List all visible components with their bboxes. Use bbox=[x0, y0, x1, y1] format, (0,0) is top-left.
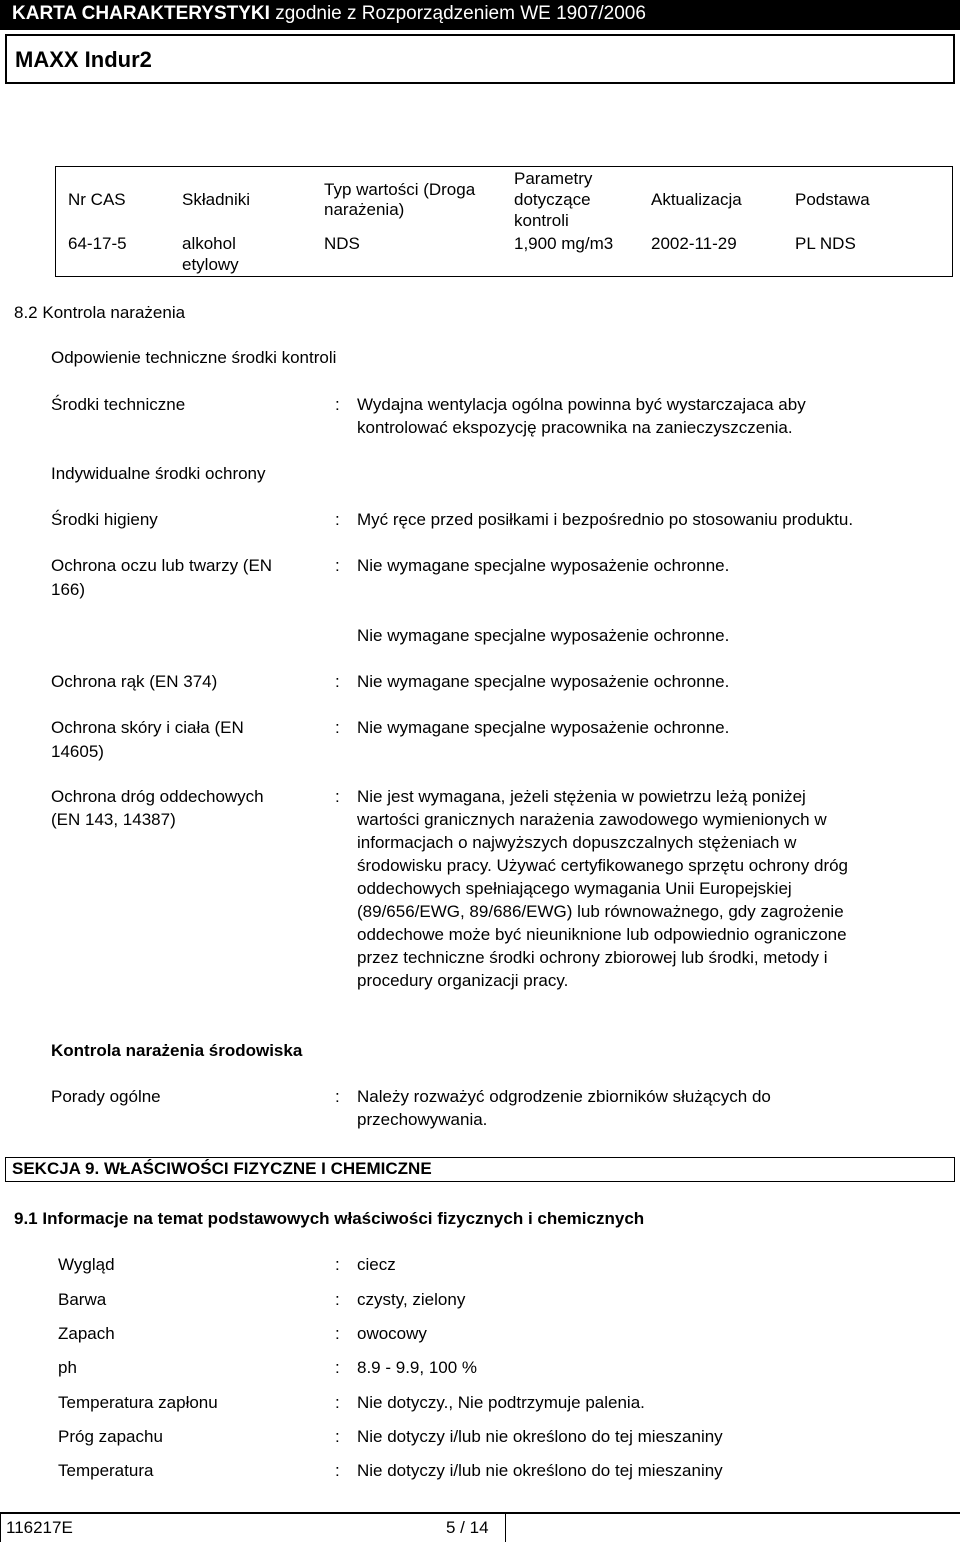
footer-divider bbox=[505, 1512, 506, 1542]
property-value: czysty, zielony bbox=[357, 1290, 466, 1309]
footer-left-border bbox=[0, 1512, 1, 1542]
product-name-box bbox=[5, 34, 955, 84]
env-value-line1: Należy rozważyć odgrodzenie zbiorników służących do bbox=[357, 1087, 771, 1106]
section-9-1-heading: 9.1 Informacje na temat podstawowych właściwości fizycznych i chemicznych bbox=[14, 1209, 645, 1228]
resp-label-line2: (EN 143, 14387) bbox=[51, 810, 176, 829]
skin-value: Nie wymagane specjalne wyposażenie ochronne. bbox=[357, 718, 730, 737]
skin-colon: : bbox=[335, 718, 340, 737]
footer-rule bbox=[0, 1512, 960, 1514]
property-label: Temperatura zapłonu bbox=[58, 1393, 218, 1412]
hygiene-label: Środki higieny bbox=[51, 510, 158, 529]
col-header-params-line1: Parametry bbox=[514, 169, 593, 188]
property-colon: : bbox=[335, 1461, 340, 1480]
resp-value-line: oddechowe może być nieuniknione lub odpowiednio ograniczone bbox=[357, 925, 847, 944]
col-header-type-line2: narażenia) bbox=[324, 200, 405, 219]
hygiene-colon: : bbox=[335, 510, 340, 529]
hand-value: Nie wymagane specjalne wyposażenie ochronne. bbox=[357, 672, 730, 691]
eye-label-line1: Ochrona oczu lub twarzy (EN bbox=[51, 556, 273, 575]
resp-value-line: środowisku pracy. Używać certyfikowanego sprzętu ochrony dróg bbox=[357, 856, 849, 875]
env-value-line2: przechowywania. bbox=[357, 1110, 488, 1129]
property-value: ciecz bbox=[357, 1255, 396, 1274]
env-controls-heading: Kontrola narażenia środowiska bbox=[51, 1041, 303, 1060]
section-9-title: SEKCJA 9. WŁAŚCIWOŚCI FIZYCZNE I CHEMICZNE bbox=[12, 1159, 432, 1178]
tech-controls-heading: Odpowienie techniczne środki kontroli bbox=[51, 348, 337, 367]
product-name: MAXX Indur2 bbox=[15, 47, 152, 72]
property-label: Wygląd bbox=[58, 1255, 115, 1274]
property-label: Temperatura bbox=[58, 1461, 154, 1480]
property-label: Zapach bbox=[58, 1324, 115, 1343]
skin-label-line2: 14605) bbox=[51, 742, 104, 761]
row-update: 2002-11-29 bbox=[651, 234, 737, 253]
tech-label: Środki techniczne bbox=[51, 395, 186, 414]
row-cas: 64-17-5 bbox=[68, 234, 127, 253]
property-label: Próg zapachu bbox=[58, 1427, 163, 1446]
row-type: NDS bbox=[324, 234, 360, 253]
footer-doc-id: 116217E bbox=[6, 1518, 73, 1537]
eye-label-line2: 166) bbox=[51, 580, 86, 599]
hand-label: Ochrona rąk (EN 374) bbox=[51, 672, 218, 691]
document-title bbox=[12, 3, 646, 25]
property-colon: : bbox=[335, 1427, 340, 1446]
eye-colon: : bbox=[335, 556, 340, 575]
hygiene-value: Myć ręce przed posiłkami i bezpośrednio po stosowaniu produktu. bbox=[357, 510, 854, 529]
env-colon: : bbox=[335, 1087, 340, 1106]
property-colon: : bbox=[335, 1290, 340, 1309]
resp-value-line: procedury organizacji pracy. bbox=[357, 971, 569, 990]
footer-page-number: 5 / 14 bbox=[446, 1518, 489, 1537]
col-header-component: Składniki bbox=[182, 190, 251, 209]
tech-colon: : bbox=[335, 395, 340, 414]
resp-colon: : bbox=[335, 787, 340, 806]
hand-colon: : bbox=[335, 672, 340, 691]
tech-value-line2: kontrolować ekspozycję pracownika na zanieczyszczenia. bbox=[357, 418, 793, 437]
tech-value-line1: Wydajna wentylacja ogólna powinna być wystarczajaca aby bbox=[357, 395, 806, 414]
eye-value-extra: Nie wymagane specjalne wyposażenie ochronne. bbox=[357, 626, 730, 645]
resp-value-line: (89/656/EWG, 89/686/EWG) lub równoważnego, gdy zagrożenie bbox=[357, 902, 844, 921]
resp-value-line: przez techniczne środki ochrony zbiorowej lub środki, metody i bbox=[357, 948, 828, 967]
property-value: Nie dotyczy., Nie podtrzymuje palenia. bbox=[357, 1393, 645, 1412]
document-title-regulation: zgodnie z Rozporządzeniem WE 1907/2006 bbox=[275, 3, 646, 24]
property-colon: : bbox=[335, 1255, 340, 1274]
resp-value-line: Nie jest wymagana, jeżeli stężenia w powietrzu leżą poniżej bbox=[357, 787, 806, 806]
col-header-update: Aktualizacja bbox=[651, 190, 742, 209]
property-value: Nie dotyczy i/lub nie określono do tej mieszaniny bbox=[357, 1427, 723, 1446]
row-params: 1,900 mg/m3 bbox=[514, 234, 614, 253]
col-header-type-line1: Typ wartości (Droga bbox=[324, 180, 476, 199]
env-label: Porady ogólne bbox=[51, 1087, 161, 1106]
resp-value-line: oddechowych spełniającego wymagania Unii Europejskiej bbox=[357, 879, 792, 898]
personal-protection-heading: Indywidualne środki ochrony bbox=[51, 464, 266, 483]
eye-value: Nie wymagane specjalne wyposażenie ochronne. bbox=[357, 556, 730, 575]
document-header-bar bbox=[0, 0, 960, 30]
skin-label-line1: Ochrona skóry i ciała (EN bbox=[51, 718, 244, 737]
row-basis: PL NDS bbox=[795, 234, 856, 253]
property-value: Nie dotyczy i/lub nie określono do tej mieszaniny bbox=[357, 1461, 723, 1480]
property-value: 8.9 - 9.9, 100 % bbox=[357, 1358, 478, 1377]
col-header-cas: Nr CAS bbox=[68, 190, 126, 209]
resp-label-line1: Ochrona dróg oddechowych bbox=[51, 787, 264, 806]
resp-value-line: wartości granicznych narażenia zawodowego wymienionych w bbox=[357, 810, 827, 829]
col-header-basis: Podstawa bbox=[795, 190, 870, 209]
col-header-params-line3: kontroli bbox=[514, 211, 569, 230]
resp-value-line: informacjach o najwyższych dopuszczalnych stężeniach w bbox=[357, 833, 797, 852]
property-label: Barwa bbox=[58, 1290, 107, 1309]
document-title-bold: KARTA CHARAKTERYSTYKI bbox=[12, 3, 270, 24]
row-component-line2: etylowy bbox=[182, 255, 239, 274]
col-header-params-line2: dotyczące bbox=[514, 190, 591, 209]
property-colon: : bbox=[335, 1358, 340, 1377]
property-value: owocowy bbox=[357, 1324, 427, 1343]
property-colon: : bbox=[335, 1393, 340, 1412]
property-label: ph bbox=[58, 1358, 77, 1377]
property-colon: : bbox=[335, 1324, 340, 1343]
section-8-2-heading: 8.2 Kontrola narażenia bbox=[14, 303, 186, 322]
row-component-line1: alkohol bbox=[182, 234, 236, 253]
